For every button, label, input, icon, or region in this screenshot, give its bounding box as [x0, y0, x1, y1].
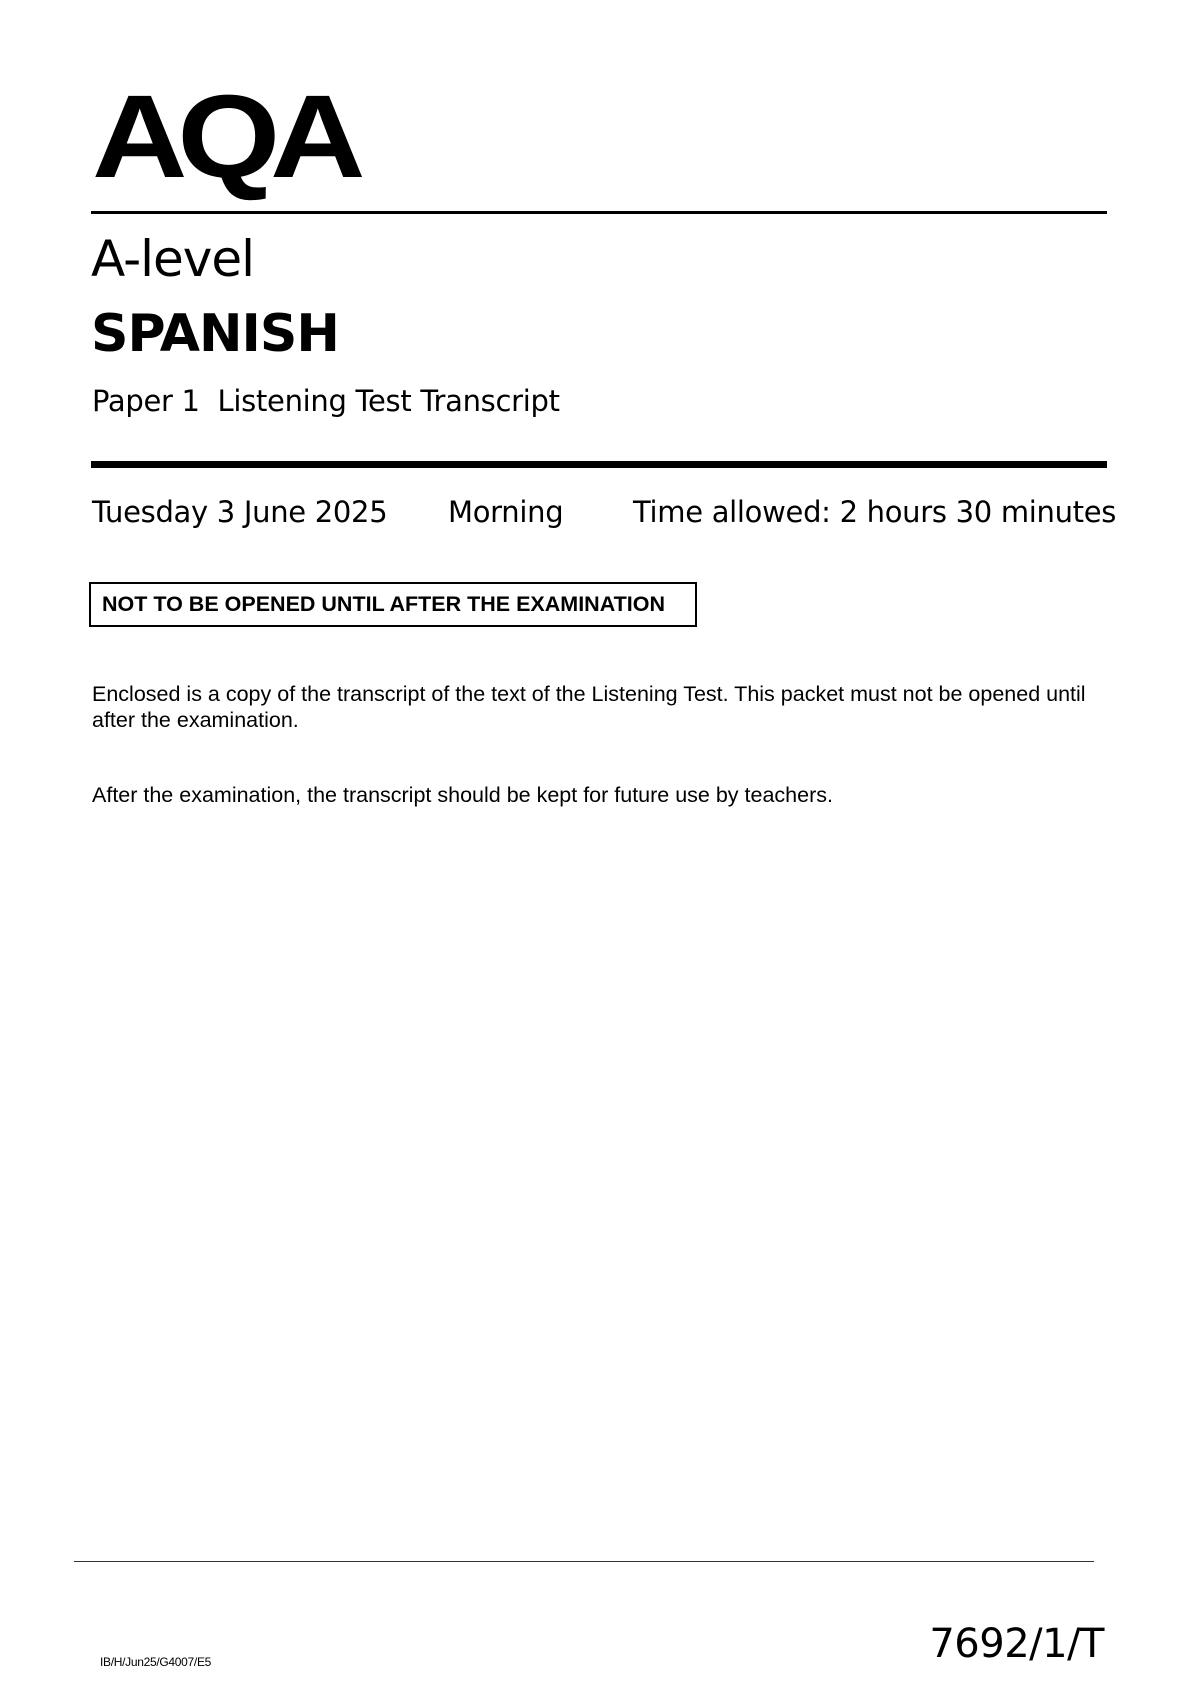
do-not-open-notice: NOT TO BE OPENED UNTIL AFTER THE EXAMINATION [89, 582, 697, 627]
header-divider [91, 211, 1107, 214]
subject-title: SPANISH [91, 304, 339, 364]
exam-session: Morning [448, 495, 564, 529]
paper-code: 7692/1/T [929, 1621, 1104, 1667]
footer-divider [74, 1561, 1094, 1562]
instruction-paragraph: Enclosed is a copy of the transcript of the text of the Listening Test. This packet must not be opened until after the examination. [92, 682, 1086, 732]
instruction-paragraph: After the examination, the transcript should be kept for future use by teachers. [92, 783, 833, 807]
title-divider [91, 461, 1107, 468]
time-allowed: Time allowed: 2 hours 30 minutes [633, 495, 1117, 529]
qualification-level: A-level [91, 230, 255, 288]
paper-title: Paper 1 Listening Test Transcript [92, 384, 560, 418]
document-reference: IB/H/Jun25/G4007/E5 [100, 1655, 212, 1669]
exam-date: Tuesday 3 June 2025 [92, 495, 388, 529]
aqa-logo: AQA [92, 71, 356, 203]
